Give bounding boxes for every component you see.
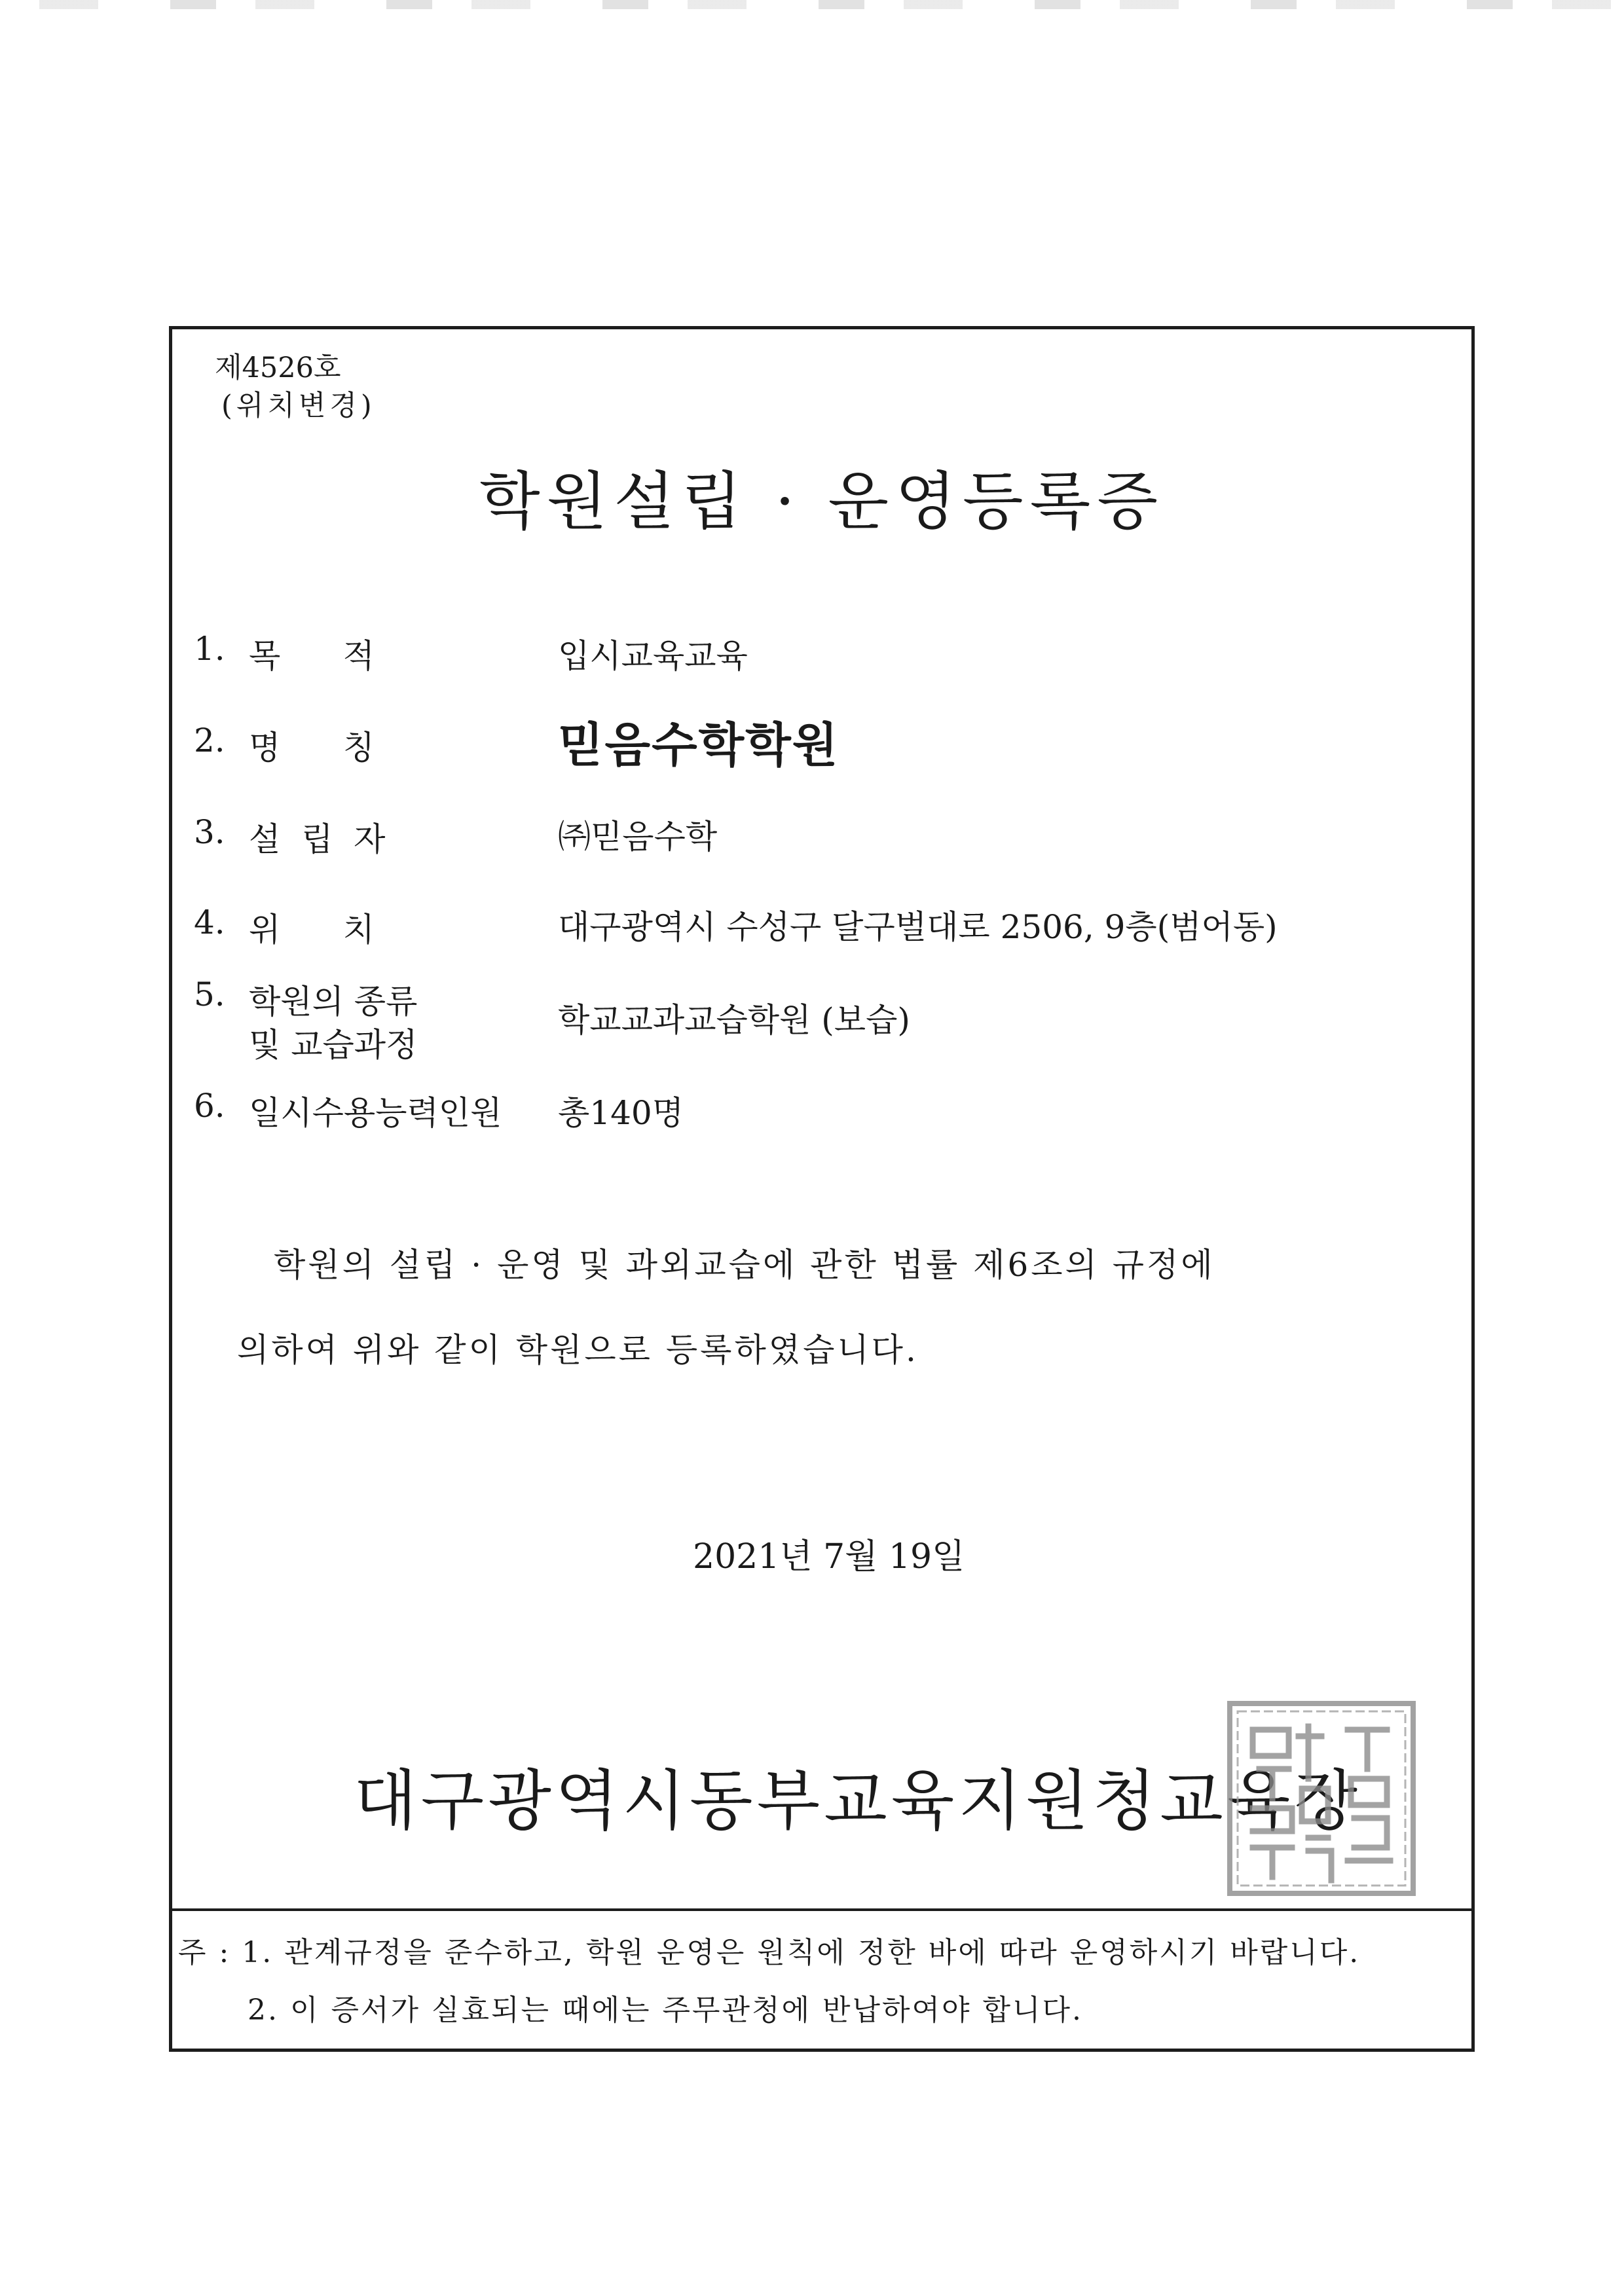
statement-line-2: 의하여 위와 같이 학원으로 등록하였습니다. — [237, 1331, 919, 1369]
field-value-type: 학교교과교습학원 (보습) — [558, 1001, 910, 1039]
scan-edge-artifact — [0, 0, 1624, 9]
field-number: 2. — [194, 721, 225, 759]
field-number: 3. — [194, 813, 225, 851]
official-seal — [1223, 1697, 1420, 1900]
issue-date: 2021년 7월 19일 — [693, 1537, 965, 1576]
field-number: 1. — [194, 630, 225, 668]
field-label-location: 위 치 — [249, 911, 375, 949]
note-line-1: 주 : 1. 관계규정을 준수하고, 학원 운영은 원칙에 정한 바에 따라 운영하시기 바랍니다. — [178, 1936, 1361, 1969]
change-note: (위치변경) — [221, 390, 376, 422]
statement-line-1: 학원의 설립 · 운영 및 과외교습에 관한 법률 제6조의 규정에 — [274, 1246, 1215, 1284]
notes-divider — [169, 1908, 1475, 1911]
field-label-type-line2: 및 교습과정 — [249, 1026, 418, 1064]
field-label-name: 명 칭 — [249, 729, 375, 767]
field-label-type: 학원의 종류 — [249, 983, 418, 1021]
field-number: 6. — [194, 1087, 225, 1125]
field-label-purpose: 목 적 — [249, 637, 375, 675]
field-label-capacity: 일시수용능력인원 — [249, 1094, 502, 1132]
field-value-capacity: 총140명 — [558, 1094, 684, 1132]
field-value-name: 믿음수학학원 — [558, 718, 840, 773]
field-label-founder: 설 립 자 — [249, 820, 386, 858]
note-line-2: 2. 이 증서가 실효되는 때에는 주무관청에 반납하여야 합니다. — [248, 1994, 1083, 2027]
field-number: 4. — [194, 903, 225, 941]
field-value-founder: ㈜믿음수학 — [558, 818, 718, 856]
issuer-name: 대구광역시동부교육지원청교육장 — [354, 1762, 1361, 1839]
certificate-title: 학원설립 · 운영등록증 — [479, 465, 1165, 538]
field-value-location: 대구광역시 수성구 달구벌대로 2506, 9층(범어동) — [558, 908, 1278, 946]
serial-number: 제4526호 — [215, 352, 341, 384]
field-number: 5. — [194, 975, 225, 1013]
field-value-purpose: 입시교육교육 — [558, 637, 748, 675]
